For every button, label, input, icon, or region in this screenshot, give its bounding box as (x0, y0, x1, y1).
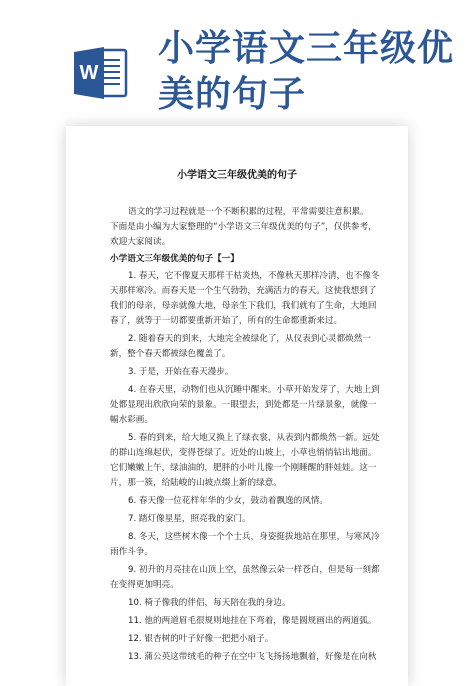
paragraph: 12. 银杏树的叶子好像一把把小扇子。 (128, 634, 274, 644)
banner-title-line-1: 小学语文三年级优 (158, 28, 455, 69)
banner-title (158, 26, 458, 118)
document-body (66, 205, 408, 665)
paragraph: 8. 冬天，这些树木像一个个士兵，身姿挺拔地站在那里，与寒风冷雨作斗争。 (110, 532, 380, 557)
paragraph: 1. 春天，它不像夏天那样干枯炎热，不像秋天那样冷清，也不像冬天那样寒冷。而春天是一个生气勃勃，充满活力的春天。这使我想到了我们的母亲，母亲就像大地，母亲生下我们，我们就有了生命，大地回春了，就等于一切都要重新开始了，所有的生命都重新来过。 (110, 271, 380, 326)
intro-paragraph-2: 下面是由小编为大家整理的“小学语文三年级优美的句子”，仅供参考，欢迎大家阅读。 (110, 222, 377, 247)
paragraph: 3. 于是，开始在春天漫步。 (128, 367, 234, 377)
paragraph: 10. 椅子像我的伴侣，每天陪在我的身边。 (128, 598, 291, 608)
paragraph: 13. 蒲公英这带绒毛的种子在空中飞飞扬扬地飘着，好像是在向秋 (128, 652, 377, 662)
paragraph: 11. 他的两道眉毛很规则地挂在下弯着，像是圆规画出的两道弧。 (128, 616, 377, 626)
intro-paragraph-1: 语文的学习过程就是一个不断积累的过程，平常需要注意积累。 (128, 207, 369, 217)
paragraph: 6. 春天像一位花样年华的少女，鼓动着飘逸的风情。 (128, 496, 328, 506)
section-heading: 小学语文三年级优美的句子【一】 (110, 254, 239, 264)
banner-title-line-2: 美的句子 (158, 74, 307, 115)
paragraph: 2. 随着春天的到来，大地完全被绿化了，从仪表到心灵都焕然一新，整个春天都被绿色覆盖了。 (110, 334, 371, 359)
svg-text:W: W (79, 62, 99, 84)
word-document-icon (74, 44, 128, 102)
document-page (66, 126, 408, 686)
paragraph: 4. 在春天里，动物们也从沉睡中醒来。小草开始发芽了，大地上到处都显现出欣欣向荣的景象。一眼望去，到处都是一片绿景象，就像一幅水彩画。 (110, 385, 380, 425)
document-title: 小学语文三年级优美的句子 (177, 170, 297, 181)
paragraph: 9. 初升的月亮挂在山顶上空，虽然像云朵一样苍白，但是每一刻都在变得更加明亮。 (110, 565, 380, 590)
paragraph: 5. 春的到来，给大地又换上了绿衣裳，从表到内都焕然一新。远处的群山连绵起伏，变得苍绿了。近处的山坡上，小草也悄悄钻出地面。它们嫩嫩上午，绿油油的，肥胖的小叶儿像一个刚睡醒的胖娃娃。这一片，那一簇，给陆峻的山坡点缀上新的绿意。 (110, 433, 380, 488)
paragraph: 7. 踏灯像星星，照亮我的家门。 (128, 514, 251, 524)
